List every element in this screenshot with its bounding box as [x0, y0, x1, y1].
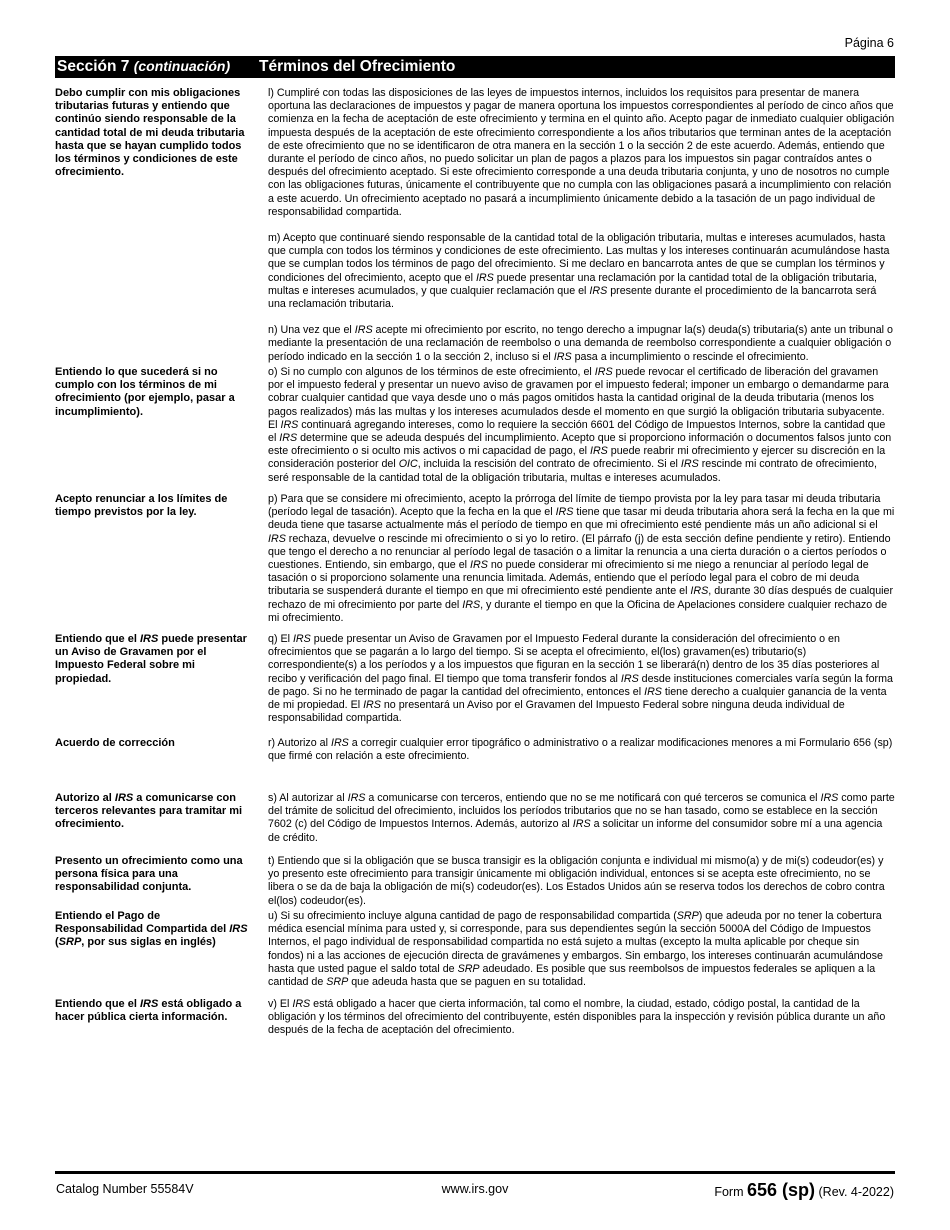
term-paragraph: o) Si no cumplo con algunos de los términos de este ofrecimiento, el IRS puede revocar el certificado de liberación del gravamen por el impuesto federal y presentar un nuevo aviso de gravamen por el impuesto federal; imponer un embargo o demandarme para cobrar cualquier cantidad que vaya desde uno o más pagos omitidos hasta la cantidad original de la deuda tributaria (menos los pagos realizados) más las multas y los intereses acumulados desde el momento en que surgió la obligación tributaria subyacente. El IRS continuará agregando intereses, como lo requiere la sección 6601 del Código de Impuestos Internos, sobre la cantidad que el IRS determine que se adeuda después del incumplimiento. Acepto que si proporciono información o documentos falsos junto con este ofrecimiento o si oculto mis activos o mi capacidad de pago, el IRS puede reabrir mi ofrecimiento y ejercer su discreción en la consideración posterior del OIC, incluida la rescisión del contrato de ofrecimiento. Si el IRS rescinde mi contrato de ofrecimiento, seré responsable de la cantidad total de la obligación tributaria, multas e intereses acumulados. — [268, 366, 892, 484]
term-text — [268, 855, 895, 908]
term-text — [268, 633, 895, 725]
term-row — [55, 493, 895, 625]
term-row — [55, 998, 895, 1038]
term-label: Entiendo que el IRS puede presentar un Aviso de Gravamen por el Impuesto Federal sobre mi propiedad. — [55, 633, 247, 685]
term-row — [55, 737, 895, 763]
term-label: Debo cumplir con mis obligaciones tributarias futuras y entiendo que continúo siendo responsable de la cantidad total de mi deuda tributaria hasta que se hayan cumplido todos los términos y condiciones de este ofrecimiento. — [55, 87, 245, 179]
term-paragraph: q) El IRS puede presentar un Aviso de Gravamen por el Impuesto Federal durante la consideración del ofrecimiento o en ofrecimientos que se pagarán a lo largo del tiempo. Si se acepta el ofrecimiento, el(los) gravamen(es) tributario(s) correspondiente(s) a los períodos y a los impuestos que figuran en la sección 1 se liberará(n) dentro de los 35 días posteriores al recibo y verificación del pago final. El tiempo que toma transferir fondos al IRS desde instituciones comerciales varía según la forma de pago. Si no he terminado de pagar la cantidad del ofrecimiento, entonces el IRS tiene derecho a cualquier ganancia de la venta de mi propiedad. El IRS no presentará un Aviso por el Gravamen del Impuesto Federal sobre ninguna deuda individual de responsabilidad compartida. — [268, 633, 893, 725]
form-identifier — [714, 1180, 894, 1201]
section-title: Términos del Ofrecimiento — [259, 58, 456, 75]
term-label: Entiendo que el IRS está obligado a hacer pública cierta información. — [55, 998, 242, 1024]
term-label: Entiendo el Pago de Responsabilidad Compartida del IRS (SRP, por sus siglas en inglés) — [55, 910, 248, 949]
form-prefix: Form — [714, 1185, 744, 1199]
term-row — [55, 87, 895, 364]
section-label — [55, 58, 259, 76]
website: www.irs.gov — [441, 1182, 509, 1196]
footer-rule — [55, 1171, 895, 1174]
section-header — [55, 56, 895, 78]
term-text — [268, 998, 895, 1038]
term-paragraph: r) Autorizo al IRS a corregir cualquier error tipográfico o administrativo o a realizar modificaciones menores a mi Formulario 656 (sp) que firmé con relación a este ofrecimiento. — [268, 737, 893, 763]
term-text — [268, 493, 895, 625]
term-paragraph: n) Una vez que el IRS acepte mi ofrecimiento por escrito, no tengo derecho a impugnar la(s) deuda(s) tributaria(s) ante un tribunal o mediante la presentación de una reclamación de reembolso o una demanda de reembolso correspondiente a cualquier obligación o período indicado en la sección 1 o la sección 2, incluso si el IRS pasa a incumplimiento o rescinde el ofrecimiento. — [268, 324, 893, 363]
term-label: Presento un ofrecimiento como una persona física para una responsabilidad conjunta. — [55, 855, 243, 894]
term-row — [55, 792, 895, 845]
term-label: Autorizo al IRS a comunicarse con terceros relevantes para tramitar mi ofrecimiento. — [55, 792, 243, 831]
form-number: 656 (sp) — [746, 1180, 816, 1200]
term-text — [268, 910, 895, 989]
term-row — [55, 910, 895, 989]
term-label: Acuerdo de corrección — [55, 737, 175, 749]
term-text — [268, 737, 895, 763]
term-paragraph: m) Acepto que continuaré siendo responsable de la cantidad total de la obligación tributaria, multas e intereses acumulados, hasta que cumpla con todos los términos y condiciones de este ofrecimiento. Las multas y los intereses continuarán acumulándose hasta que se cumplan todos los términos de pago del ofrecimiento. Si me declaro en bancarrota antes de que se cumplan los términos y condiciones del ofrecimiento, acepto que el IRS puede presentar una reclamación por la cantidad total de la obligación tributaria, multas e intereses acumulados, y que cualquier reclamación que el IRS presente durante el procedimiento de la bancarrota será una reclamación tributaria. — [268, 232, 890, 311]
term-label: Entiendo lo que sucederá si no cumplo con los términos de mi ofrecimiento (por ejemplo, pasar a incumplimiento). — [55, 366, 235, 418]
section-continuation: (continuación) — [133, 58, 231, 74]
term-paragraph: l) Cumpliré con todas las disposiciones de las leyes de impuestos internos, incluidos los requisitos para presentar de manera oportuna las declaraciones de impuestos y pagar de manera oportuna los impuestos correspondientes al período de cinco años que comienza en la fecha de aceptación de este ofrecimiento y termina en el quinto año. Acepto pagar de inmediato cualquier obligación impuesta después de la aceptación de este ofrecimiento correspondiente a los años tributarios que terminan antes de la aceptación de este ofrecimiento que no se identificaron de otra manera en la sección 1 o la sección 2 de este acuerdo. Además, entiendo que durante el período de cinco años, no puedo solicitar un plan de pagos a plazos para los impuestos sin pagar contraídos antes o después del ofrecimiento aceptado. Si este ofrecimiento corresponde a una deuda tributaria conjunta, y uno de nosotros no cumple con las obligaciones futuras, únicamente el contribuyente que no cumpla con las obligaciones pasará a incumplimiento con relación a este acuerdo. Un ofrecimiento aceptado no pasará a incumplimiento únicamente debido a la tasación de un pago individual de responsabilidad compartida. — [268, 87, 895, 218]
catalog-number: Catalog Number 55584V — [56, 1182, 194, 1196]
term-paragraph: u) Si su ofrecimiento incluye alguna cantidad de pago de responsabilidad compartida (SRP) que adeuda por no tener la cobertura médica esencial mínima para usted y, si corresponde, para sus dependientes según la sección 5000A del Código de Impuestos Internos, el pago individual de responsabilidad compartida no está sujeto a multas (excepto la multa aplicable por cheque sin fondos) ni a las acciones de ejecución directa de gravámenes y embargos. Sin embargo, los intereses continuarán acumulándose hasta que usted pague el saldo total de SRP adeudado. Es posible que sus reembolsos de impuestos federales se apliquen a la cantidad de SRP que adeuda hasta que se paguen en su totalidad. — [268, 910, 883, 989]
term-row — [55, 855, 895, 908]
term-paragraph: p) Para que se considere mi ofrecimiento, acepto la prórroga del límite de tiempo provista por la ley para tasar mi deuda tributaria (período legal de tasación). Acepto que la fecha en la que el IRS tiene que tasar mi deuda tributaria ahora será la fecha en la que mi deuda tiene que tasarse actualmente más el período de tiempo en que mi ofrecimiento esté pendiente más un año adicional si el IRS rechaza, devuelve o rescinde mi ofrecimiento o si yo lo retiro. (El párrafo (j) de esta sección define pendiente y retiro). Entiendo que tengo el derecho a no renunciar al período legal de tasación o a limitar la renuncia a una cierta duración o a ciertos períodos o cuestiones. Entiendo, sin embargo, que el IRS no puede considerar mi ofrecimiento si me niego a renunciar al período legal de tasación o si proporciono solamente una renuncia limitada. Además, entiendo que el período legal para el cobro de mi deuda tributaria se suspenderá durante el tiempo en que mi ofrecimiento esté pendiente ante el IRS, durante 30 días después de cualquier rechazo de mi ofrecimiento por parte del IRS, y durante el tiempo en que la Oficina de Apelaciones considere cualquier rechazo de mi ofrecimiento. — [268, 493, 895, 624]
term-text — [268, 792, 895, 845]
page-number: Página 6 — [844, 36, 894, 50]
term-text — [268, 366, 895, 485]
term-text — [268, 87, 895, 364]
term-paragraph: v) El IRS está obligado a hacer que cierta información, tal como el nombre, la ciudad, estado, código postal, la cantidad de la obligación y los términos del ofrecimiento del contribuyente, estén disponibles para la inspección y revisión pública durante un año después de la fecha de aceptación del ofrecimiento. — [268, 998, 886, 1037]
term-paragraph: s) Al autorizar al IRS a comunicarse con terceros, entiendo que no se me notificará con qué terceros se comunica el IRS como parte del trámite de solicitud del ofrecimiento, incluidos los períodos tributarios que no se han tasado, como se establece en la sección 7602 (c) del Código de Impuestos Internos. Además, autorizo al IRS a solicitar un informe del consumidor sobre mí a una agencia de crédito. — [268, 792, 895, 844]
term-row — [55, 366, 895, 485]
term-paragraph: t) Entiendo que si la obligación que se busca transigir es la obligación conjunta e individual mi mismo(a) y de mi(s) codeudor(es) y yo presento este ofrecimiento para transigir únicamente mi obligación individual, entonces si se acepta este ofrecimiento, no se libera o se da de baja la obligación de mi(s) codeudor(es). Los Estados Unidos aún se reserva todos los derechos de cobro contra el(los) codeudor(es). — [268, 855, 885, 907]
form-revision: (Rev. 4-2022) — [818, 1185, 894, 1199]
section-number: Sección 7 — [57, 58, 130, 75]
term-row — [55, 633, 895, 725]
term-label: Acepto renunciar a los límites de tiempo previstos por la ley. — [55, 493, 228, 519]
page-footer — [55, 1180, 895, 1202]
